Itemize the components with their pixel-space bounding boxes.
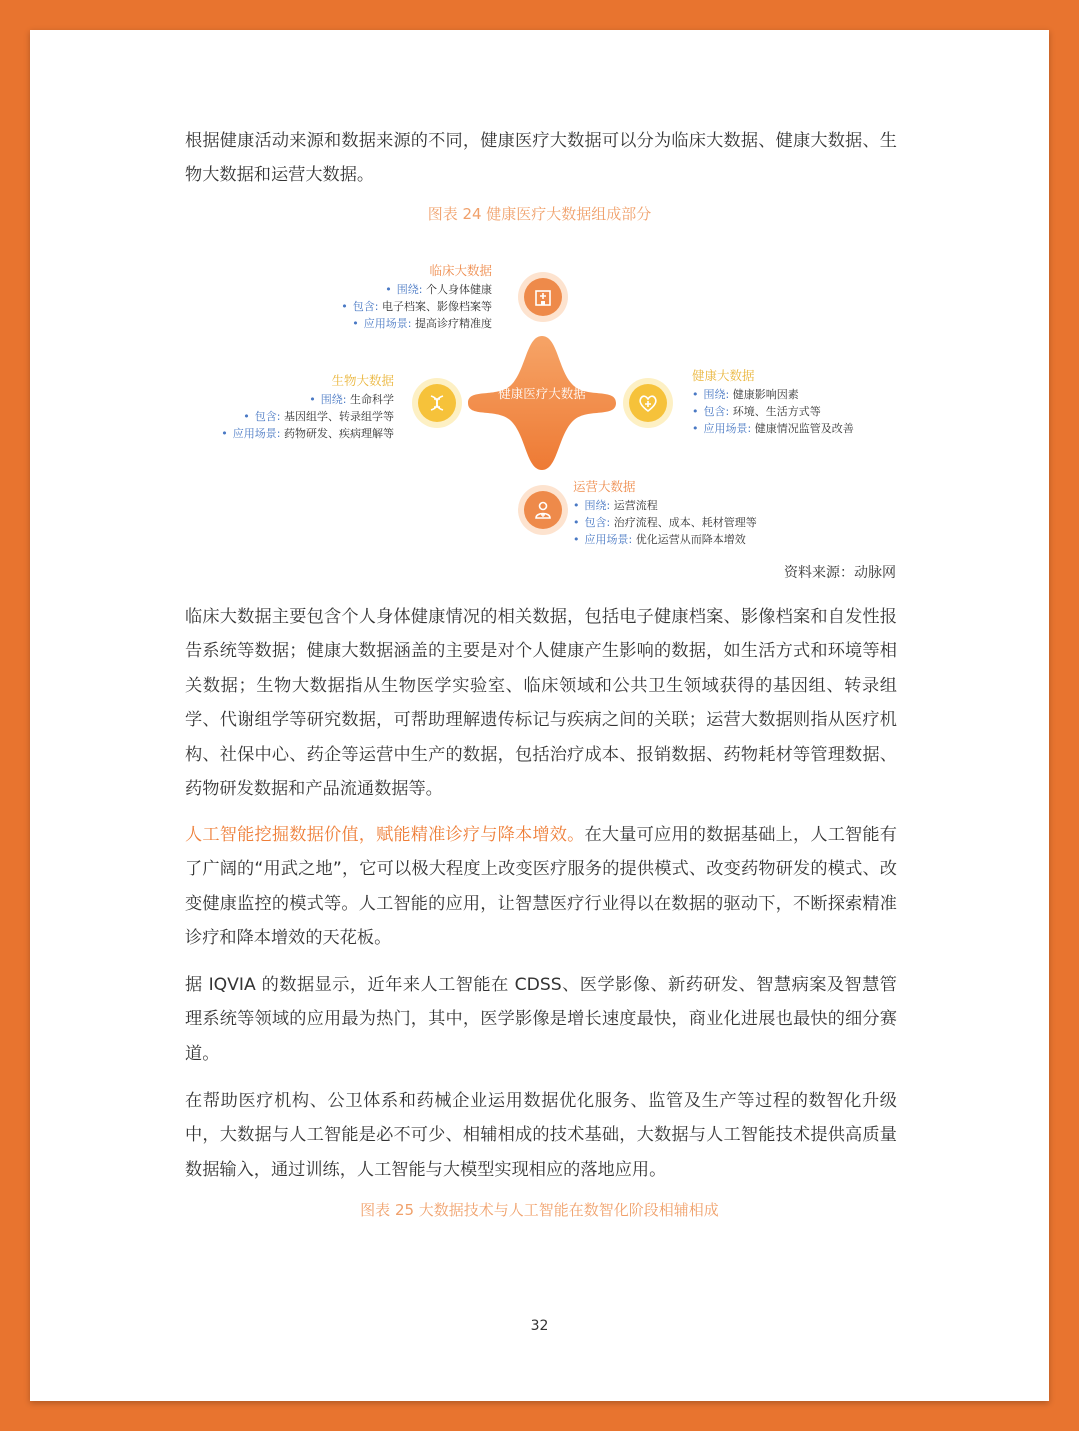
health-data-block: 健康大数据 • 围绕: 健康影响因素 • 包含: 环境、生活方式等 • 应用场景: 健康情况监管及改善 [692,368,854,435]
heart-icon [629,384,667,422]
paragraph-1: 临床大数据主要包含个人身体健康情况的相关数据，包括电子健康档案、影像档案和自发性报告系统等数据；健康大数据涵盖的主要是对个人健康产生影响的数据，如生活方式和环境等相关数据；生物大数据指从生物医学实验室、临床领域和公共卫生领域获得的基因组、转录组学、代谢组学等研究数据，可帮助理解遗传标记与疾病之间的关联；运营大数据则指从医疗机构、社保中心、药企等运营中生产的数据，包括治疗成本、报销数据、药物耗材等管理数据、药物研发数据和产品流通数据等。 [185,607,897,800]
hospital-icon [524,278,562,316]
clinical-data-block: 临床大数据 • 围绕: 个人身体健康 • 包含: 电子档案、影像档案等 • 应用场景: 提高诊疗精准度 [336,262,492,332]
bio-data-block: 生物大数据 • 围绕: 生命科学 • 包含: 基因组学、转录组学等 • 应用场景: 药物研发、疾病理解等 [216,372,394,442]
dna-icon [418,384,456,422]
clinical-title: 临床大数据 [429,263,492,278]
figure-source: 资料来源：动脉网 [784,565,896,581]
paragraph-4: 在帮助医疗机构、公卫体系和药械企业运用数据优化服务、监管及生产等过程的数智化升级中，大数据与人工智能是必不可少、相辅相成的技术基础，大数据与人工智能技术提供高质量数据输入，通过训练，人工智能与大模型实现相应的落地应用。 [185,1091,897,1180]
paragraph-2-body: 在大量可应用的数据基础上，人工智能有了广阔的“用武之地”，它可以极大程度上改变医疗服务的提供模式、改变药物研发的模式、改变健康监控的模式等。人工智能的应用，让智慧医疗行业得以在数据的驱动下，不断探索精准诊疗和降本增效的天花板。 [185,825,897,949]
bio-title: 生物大数据 [331,373,394,388]
doctor-icon [524,491,562,529]
figure-25-caption: 图表 25 大数据技术与人工智能在数智化阶段相辅相成 [360,1201,719,1219]
center-label: 健康医疗大数据 [498,386,586,401]
ops-title: 运营大数据 [573,479,636,494]
health-title: 健康大数据 [692,368,755,383]
paragraph-3: 据 IQVIA 的数据显示，近年来人工智能在 CDSS、医学影像、新药研发、智慧病案及智慧管理系统等领域的应用最为热门，其中，医学影像是增长速度最快，商业化进展也最快的细分赛道。 [185,975,897,1064]
document-page [30,30,1049,1401]
intro-paragraph: 根据健康活动来源和数据来源的不同，健康医疗大数据可以分为临床大数据、健康大数据、生物大数据和运营大数据。 [185,131,897,186]
ops-data-block: 运营大数据 • 围绕: 运营流程 • 包含: 治疗流程、成本、耗材管理等 • 应用场景: 优化运营从而降本增效 [573,479,757,546]
paragraph-2 [185,818,897,956]
figure-24-caption: 图表 24 健康医疗大数据组成部分 [427,205,652,223]
paragraph-2-highlight: 人工智能挖掘数据价值，赋能精准诊疗与降本增效。 [185,825,585,845]
center-star-shape [466,332,618,474]
page-number: 32 [530,1318,549,1334]
health-data-diagram [30,30,1049,590]
